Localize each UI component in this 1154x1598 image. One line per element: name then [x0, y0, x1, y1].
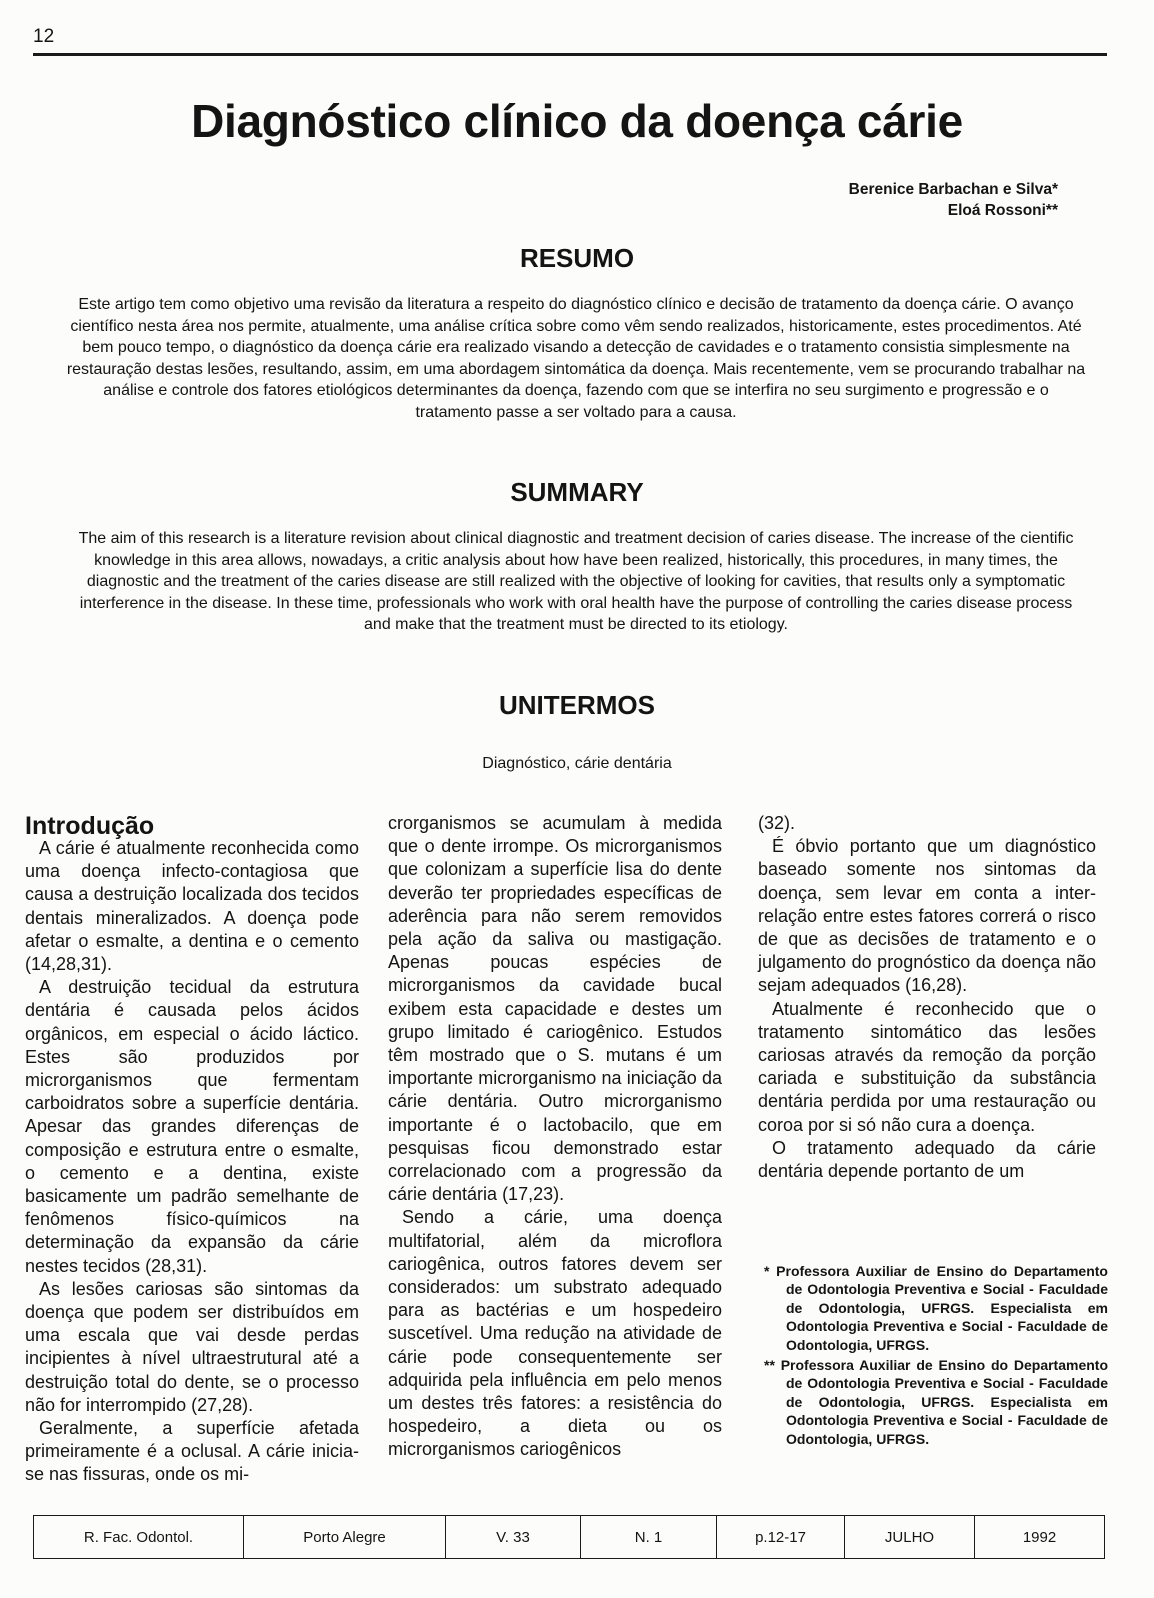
body-paragraph: Geralmente, a superfície afetada primeiramente é a oclusal. A cárie inicia-se nas fissuras, onde os mi-	[25, 1418, 359, 1485]
body-paragraph: crorganismos se acumulam à medida que o dente irrompe. Os microrganismos que colonizam a superfície lisa do dente deverão ter propriedades específicas de aderência para não serem removidos pela ação da saliva ou mastigação. Apenas poucas espécies de microrganismos da cavidade bucal exibem esta capacidade e destes um grupo limitado é cariogênico. Estudos têm mostrado que o S. mutans é um importante microrganismo na iniciação da cárie dentária. Outro microrganismo importante é o lactobacilo, que em pesquisas ficou demonstrado estar correlacionado com a progressão da cárie dentária (17,23).	[388, 813, 722, 1205]
author-list	[849, 179, 1058, 221]
author-name: Eloá Rossoni**	[947, 202, 1058, 219]
summary-text: The aim of this research is a literature revision about clinical diagnostic and treatment decision of caries disease. The increase of the cientific knowledge in this area allows, nowadays, a critic analysis about how have been realized, historically, this procedures, in many times, the diagnostic and the treatment of the caries disease are still realized with the objective of looking for cavities, that results only a symptomatic interference in the disease. In these time, professionals who work with oral health have the purpose of controlling the caries disease process and make that the treatment must be directed to its etiology.	[78, 530, 1074, 634]
body-paragraph: A destruição tecidual da estrutura dentária é causada pelos ácidos orgânicos, em especial o ácido láctico. Estes são produzidos por microrganismos que fermentam carboidratos sobre a superfície dentária. Apesar das grandes diferenças de composição e estrutura entre o esmalte, o cemento e a dentina, existe basicamente um padrão semelhante de fenômenos físico-químicos na determinação da expansão da cárie nestes tecidos (28,31).	[25, 977, 359, 1276]
body-paragraph: (32).	[758, 813, 796, 833]
footnote: * Professora Auxiliar de Ensino do Departamento de Odontologia Preventiva e Social - Faculdade de Odontologia, UFRGS. Especialista em Odontologia Preventiva e Social - Faculdade de Odontologia, UFRGS.	[764, 1263, 1108, 1353]
footer-journal: R. Fac. Odontol.	[34, 1516, 244, 1558]
citation-footer	[33, 1515, 1105, 1559]
keywords-text: Diagnóstico, cárie dentária	[482, 755, 672, 772]
body-column-3	[758, 812, 1096, 1183]
footnote: ** Professora Auxiliar de Ensino do Departamento de Odontologia Preventiva e Social - Faculdade de Odontologia, UFRGS. Especialista em Odontologia Preventiva e Social - Faculdade de Odontologia, UFRGS.	[764, 1357, 1108, 1447]
footer-city: Porto Alegre	[244, 1516, 446, 1558]
summary-heading: SUMMARY	[510, 477, 644, 507]
body-paragraph: Sendo a cárie, uma doença multifatorial, além da microflora cariogênica, outros fatores devem ser considerados: um substrato adequado para as bactérias e um hospedeiro suscetível. Uma redução na atividade de cárie pode consequentemente ser adquirida pela influência em pelo menos um destes três fatores: a resistência do hospedeiro, a dieta ou os microrganismos cariogênicos	[388, 1207, 722, 1460]
footer-number: N. 1	[581, 1516, 717, 1558]
body-paragraph: Atualmente é reconhecido que o tratamento sintomático das lesões cariosas através da remoção da porção cariada e substituição da substância dentária perdida por uma restauração ou coroa por si só não cura a doença.	[758, 998, 1096, 1135]
article-title: Diagnóstico clínico da doença cárie	[191, 95, 963, 147]
body-column-2	[388, 812, 722, 1462]
footer-volume: V. 33	[446, 1516, 581, 1558]
author-name: Berenice Barbachan e Silva*	[848, 181, 1058, 198]
resumo-text: Este artigo tem como objetivo uma revisão da literatura a respeito do diagnóstico clínico e decisão de tratamento da doença cárie. O avanço científico nesta área nos permite, atualmente, uma análise crítica sobre como vêm sendo realizados, historicamente, estes procedimentos. Até bem pouco tempo, o diagnóstico da doença cárie era realizado visando a detecção de cavidades e o tratamento consistia simplesmente na restauração destas lesões, resultando, assim, em uma abordagem sintomática da doença. Mais recentemente, vem se procurando trabalhar na análise e controle dos fatores etiológicos determinantes da doença, fazendo com que se interfira no seu surgimento e progressão e o tratamento passe a ser voltado para a causa.	[66, 296, 1086, 421]
body-paragraph: A cárie é atualmente reconhecida como uma doença infecto-contagiosa que causa a destruição localizada dos tecidos dentais mineralizados. A doença pode afetar o esmalte, a dentina e o cemento (14,28,31).	[25, 838, 359, 975]
footer-month: JULHO	[845, 1516, 975, 1558]
page-number: 12	[33, 26, 55, 47]
footer-pages: p.12-17	[717, 1516, 845, 1558]
unitermos-heading: UNITERMOS	[499, 690, 655, 720]
resumo-heading: RESUMO	[519, 243, 635, 273]
top-rule	[33, 53, 1107, 56]
body-paragraph: O tratamento adequado da cárie dentária depende portanto de um	[758, 1137, 1096, 1182]
body-paragraph: As lesões cariosas são sintomas da doença que podem ser distribuídos em uma escala que vai desde perdas incipientes à nível ultraestrutural até a destruição total do dente, se o processo não for interrompido (27,28).	[25, 1278, 359, 1415]
footer-year: 1992	[1022, 1528, 1057, 1546]
author-footnotes	[764, 1262, 1108, 1450]
body-column-1	[25, 812, 359, 1487]
body-paragraph: É óbvio portanto que um diagnóstico baseado somente nos sintomas da doença, sem levar em conta a inter-relação entre estes fatores correrá o risco de que as decisões de tratamento e o julgamento do prognóstico da doença não sejam adequados (16,28).	[758, 836, 1096, 996]
introduction-heading: Introdução	[25, 812, 155, 840]
